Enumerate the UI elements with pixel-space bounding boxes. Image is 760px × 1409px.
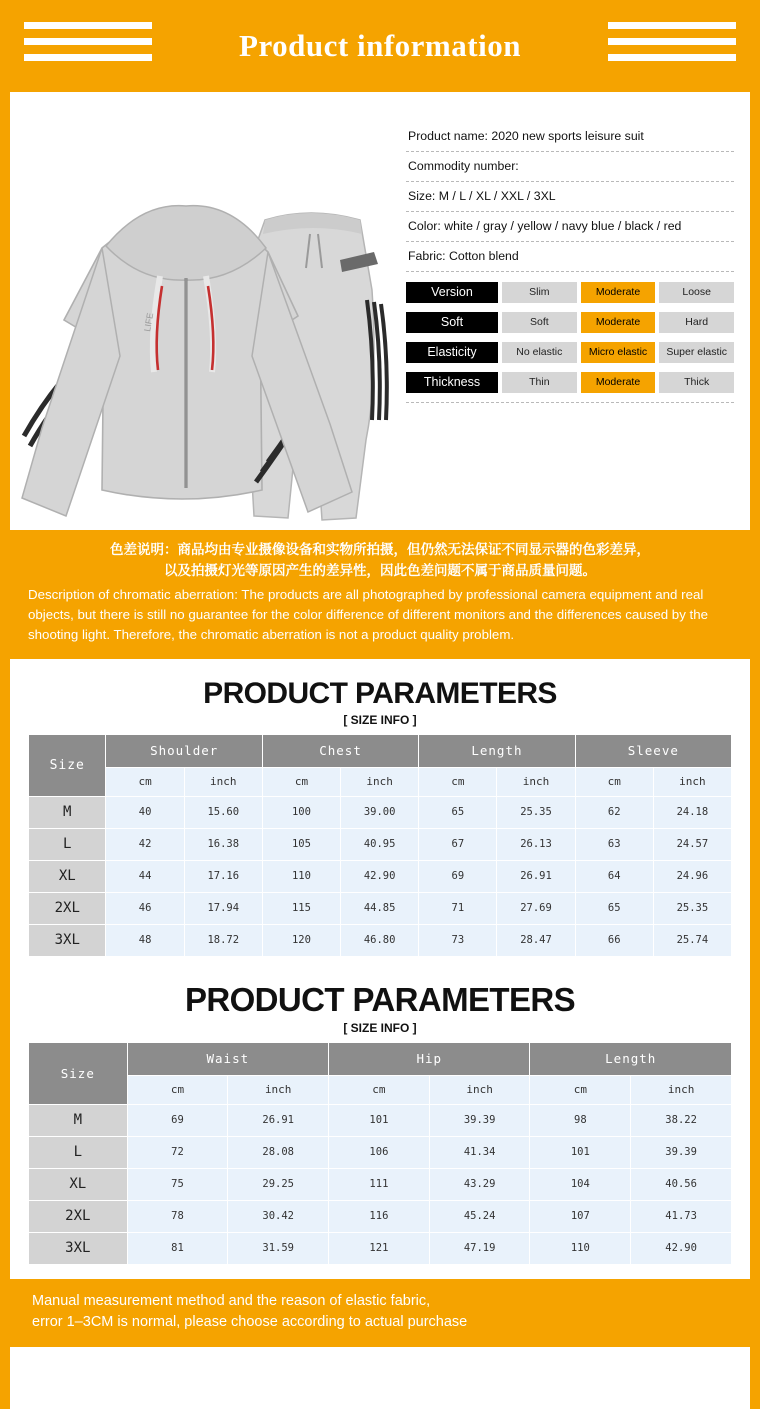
product-info-list	[400, 100, 750, 530]
cell-value: 42	[106, 828, 184, 860]
attribute-row-elasticity	[406, 342, 734, 363]
attribute-label-soft: Soft	[406, 312, 498, 333]
measurement-note-line2: error 1–3CM is normal, please choose according to actual purchase	[32, 1313, 468, 1330]
chromatic-note-cn-line2: 以及拍摄灯光等原因产生的差异性，因此色差问题不属于商品质量问题。	[164, 562, 596, 579]
cell-value: 15.60	[184, 796, 262, 828]
cell-value: 29.25	[228, 1168, 329, 1200]
cell-value: 46	[106, 892, 184, 924]
cell-value: 115	[262, 892, 340, 924]
row-size: M	[29, 1104, 128, 1136]
parameters-title-bottom: PRODUCT PARAMETERS	[184, 980, 576, 1018]
cell-value: 24.96	[653, 860, 731, 892]
header-sleeve: Sleeve	[575, 734, 731, 767]
table-row	[29, 796, 732, 828]
unit-sleeve-inch: inch	[653, 767, 731, 796]
cell-value: 107	[530, 1200, 631, 1232]
cell-value: 30.42	[228, 1200, 329, 1232]
attribute-option-soft-hard: Hard	[659, 312, 734, 333]
svg-text:LIFE: LIFE	[142, 311, 156, 333]
cell-value: 39.00	[341, 796, 419, 828]
cell-value: 71	[419, 892, 497, 924]
cell-value: 25.35	[497, 796, 575, 828]
cell-value: 41.34	[429, 1136, 530, 1168]
cell-value: 25.74	[653, 924, 731, 956]
attribute-option-elasticity-micro-elastic: Micro elastic	[581, 342, 656, 363]
cell-value: 120	[262, 924, 340, 956]
header-hip: Hip	[329, 1042, 530, 1075]
cell-value: 25.35	[653, 892, 731, 924]
unit-sleeve-cm: cm	[575, 767, 653, 796]
cell-value: 38.22	[631, 1104, 732, 1136]
parameters-subtitle-top: [ SIZE INFO ]	[343, 712, 417, 727]
product-photo	[10, 100, 400, 530]
row-size: L	[29, 828, 106, 860]
row-size: 2XL	[29, 892, 106, 924]
unit-length-inch: inch	[631, 1075, 732, 1104]
cell-value: 110	[262, 860, 340, 892]
cell-value: 28.08	[228, 1136, 329, 1168]
measurement-note-line1: Manual measurement method and the reason of elastic fabric,	[32, 1292, 431, 1309]
table-row	[29, 1136, 732, 1168]
row-size: 3XL	[29, 924, 106, 956]
cell-value: 110	[530, 1232, 631, 1264]
cell-value: 64	[575, 860, 653, 892]
product-parameters-top	[10, 659, 750, 957]
parameters-subtitle-bottom: [ SIZE INFO ]	[343, 1020, 417, 1035]
product-parameters-bottom	[10, 957, 750, 1265]
header-chest: Chest	[262, 734, 418, 767]
table-row	[29, 828, 732, 860]
cell-value: 24.18	[653, 796, 731, 828]
cell-value: 62	[575, 796, 653, 828]
unit-chest-inch: inch	[341, 767, 419, 796]
cell-value: 101	[530, 1136, 631, 1168]
cell-value: 100	[262, 796, 340, 828]
cell-value: 98	[530, 1104, 631, 1136]
attribute-label-version: Version	[406, 282, 498, 303]
table-row	[29, 1200, 732, 1232]
cell-value: 81	[127, 1232, 228, 1264]
row-size: L	[29, 1136, 128, 1168]
tracksuit-illustration	[10, 100, 400, 530]
chromatic-note-en: Description of chromatic aberration: The products are all photographed by professional camera equipment and real objects, but there is still no guarantee for the color difference of different monitors and the differences caused by the shooting light. Therefore, the chromatic aberration is not a product quality problem.	[28, 586, 709, 642]
cell-value: 75	[127, 1168, 228, 1200]
unit-length-inch: inch	[497, 767, 575, 796]
attribute-option-soft-moderate: Moderate	[581, 312, 656, 333]
unit-shoulder-inch: inch	[184, 767, 262, 796]
unit-waist-inch: inch	[228, 1075, 329, 1104]
cell-value: 101	[329, 1104, 430, 1136]
cell-value: 39.39	[429, 1104, 530, 1136]
size-table-top	[28, 734, 732, 957]
header-size: Size	[29, 1042, 128, 1104]
attribute-option-soft-soft: Soft	[502, 312, 577, 333]
cell-value: 28.47	[497, 924, 575, 956]
unit-length-cm: cm	[419, 767, 497, 796]
chromatic-note-cn-line1: 色差说明：商品均由专业摄像设备和实物所拍摄，但仍然无法保证不同显示器的色彩差异，	[110, 542, 650, 558]
cell-value: 16.38	[184, 828, 262, 860]
row-size: 3XL	[29, 1232, 128, 1264]
table-header-row	[29, 1042, 732, 1075]
cell-value: 40.56	[631, 1168, 732, 1200]
cell-value: 39.39	[631, 1136, 732, 1168]
info-line-fabric: Fabric: Cotton blend	[406, 242, 734, 272]
cell-value: 69	[127, 1104, 228, 1136]
cell-value: 42.90	[631, 1232, 732, 1264]
unit-shoulder-cm: cm	[106, 767, 184, 796]
cell-value: 46.80	[341, 924, 419, 956]
table-unit-row	[29, 767, 732, 796]
cell-value: 45.24	[429, 1200, 530, 1232]
cell-value: 24.57	[653, 828, 731, 860]
cell-value: 27.69	[497, 892, 575, 924]
cell-value: 116	[329, 1200, 430, 1232]
unit-waist-cm: cm	[127, 1075, 228, 1104]
table-row	[29, 1168, 732, 1200]
cell-value: 42.90	[341, 860, 419, 892]
attribute-option-thickness-thin: Thin	[502, 372, 577, 393]
cell-value: 73	[419, 924, 497, 956]
cell-value: 44.85	[341, 892, 419, 924]
unit-chest-cm: cm	[262, 767, 340, 796]
cell-value: 17.16	[184, 860, 262, 892]
cell-value: 72	[127, 1136, 228, 1168]
product-overview	[10, 92, 750, 530]
table-header-row	[29, 734, 732, 767]
cell-value: 78	[127, 1200, 228, 1232]
cell-value: 111	[329, 1168, 430, 1200]
attribute-option-version-loose: Loose	[659, 282, 734, 303]
cell-value: 65	[575, 892, 653, 924]
attribute-option-version-slim: Slim	[502, 282, 577, 303]
header-size: Size	[29, 734, 106, 796]
unit-hip-inch: inch	[429, 1075, 530, 1104]
attribute-divider	[406, 402, 734, 409]
table-unit-row	[29, 1075, 732, 1104]
cell-value: 105	[262, 828, 340, 860]
cell-value: 40.95	[341, 828, 419, 860]
cell-value: 26.13	[497, 828, 575, 860]
table-row	[29, 860, 732, 892]
cell-value: 65	[419, 796, 497, 828]
size-table-bottom	[28, 1042, 732, 1265]
attribute-option-thickness-thick: Thick	[659, 372, 734, 393]
header-stripes-left	[24, 22, 152, 61]
attribute-label-thickness: Thickness	[406, 372, 498, 393]
attribute-option-thickness-moderate: Moderate	[581, 372, 656, 393]
unit-hip-cm: cm	[329, 1075, 430, 1104]
cell-value: 17.94	[184, 892, 262, 924]
cell-value: 47.19	[429, 1232, 530, 1264]
cell-value: 44	[106, 860, 184, 892]
parameters-title-top: PRODUCT PARAMETERS	[203, 676, 557, 710]
table-row	[29, 1104, 732, 1136]
info-line-color: Color: white / gray / yellow / navy blue / black / red	[406, 212, 734, 242]
attribute-row-version	[406, 282, 734, 303]
info-line-size: Size: M / L / XL / XXL / 3XL	[406, 182, 734, 212]
chromatic-aberration-note	[10, 530, 750, 659]
attribute-option-elasticity-no-elastic: No elastic	[502, 342, 577, 363]
attribute-table	[406, 282, 734, 409]
cell-value: 40	[106, 796, 184, 828]
attribute-row-soft	[406, 312, 734, 333]
cell-value: 69	[419, 860, 497, 892]
info-line-product-name: Product name: 2020 new sports leisure suit	[406, 122, 734, 152]
row-size: M	[29, 796, 106, 828]
header-waist: Waist	[127, 1042, 328, 1075]
cell-value: 106	[329, 1136, 430, 1168]
cell-value: 104	[530, 1168, 631, 1200]
cell-value: 63	[575, 828, 653, 860]
cell-value: 26.91	[497, 860, 575, 892]
cell-value: 41.73	[631, 1200, 732, 1232]
cell-value: 26.91	[228, 1104, 329, 1136]
unit-length-cm: cm	[530, 1075, 631, 1104]
header-length: Length	[530, 1042, 732, 1075]
cell-value: 48	[106, 924, 184, 956]
cell-value: 121	[329, 1232, 430, 1264]
cell-value: 66	[575, 924, 653, 956]
header-length: Length	[419, 734, 575, 767]
info-line-commodity-number: Commodity number:	[406, 152, 734, 182]
attribute-row-thickness	[406, 372, 734, 393]
table-row	[29, 924, 732, 956]
header-shoulder: Shoulder	[106, 734, 262, 767]
table-row	[29, 892, 732, 924]
cell-value: 67	[419, 828, 497, 860]
attribute-option-version-moderate: Moderate	[581, 282, 656, 303]
page-header	[10, 0, 750, 92]
cell-value: 31.59	[228, 1232, 329, 1264]
cell-value: 18.72	[184, 924, 262, 956]
table-row	[29, 1232, 732, 1264]
page-title: Product information	[239, 28, 521, 63]
cell-value: 43.29	[429, 1168, 530, 1200]
row-size: XL	[29, 860, 106, 892]
header-stripes-right	[608, 22, 736, 61]
row-size: 2XL	[29, 1200, 128, 1232]
measurement-note	[10, 1279, 750, 1347]
row-size: XL	[29, 1168, 128, 1200]
attribute-label-elasticity: Elasticity	[406, 342, 498, 363]
attribute-option-elasticity-super-elastic: Super elastic	[659, 342, 734, 363]
